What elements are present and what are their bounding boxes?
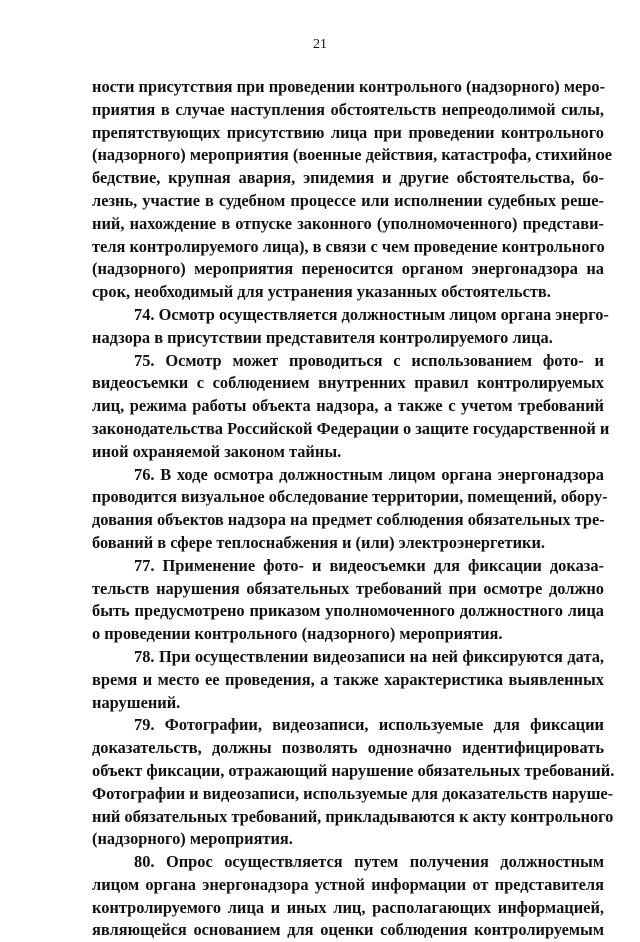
text-line: 75. Осмотр может проводиться с использованием фото- и [134,350,604,370]
text-line: 80. Опрос осуществляется путем получения должностным [134,852,604,872]
text-line: лиц, режима работы объекта надзора, а также с учетом требований [92,396,604,416]
text-line: время и место ее проведения, а также характеристика выявленных [92,669,604,689]
text-line: (надзорного) мероприятия. [92,829,293,849]
text-line: 74. Осмотр осуществляется должностным лицом органа энерго- [134,304,609,324]
text-line: срок, необходимый для устранения указанных обстоятельств. [92,282,551,302]
text-line: 78. При осуществлении видеозаписи на ней фиксируются дата, [134,646,604,666]
text-line: законодательства Российской Федерации о защите государственной и [92,418,610,438]
text-line: тельств нарушения обязательных требований при осмотре должно [92,578,604,598]
text-line: бований в сфере теплоснабжения и (или) электроэнергетики. [92,532,546,552]
text-line: 79. Фотографии, видеозаписи, используемые для фиксации [134,715,604,735]
text-line: быть предусмотрено приказом уполномоченного должностного лица [92,601,604,621]
text-line: бедствие, крупная авария, эпидемия и другие обстоятельства, бо- [92,168,604,188]
text-line: приятия в случае наступления обстоятельств непреодолимой силы, [92,99,604,119]
document-body [92,76,615,942]
text-line: (надзорного) мероприятия переносится органом энергонадзора на [92,259,604,279]
text-line: иной охраняемой законом тайны. [92,441,342,461]
text-line: нарушений. [92,692,181,712]
page-number: 21 [313,37,327,52]
text-line: 77. Применение фото- и видеосъемки для фиксации доказа- [134,555,604,575]
text-line: (надзорного) мероприятия (военные действия, катастрофа, стихийное [92,145,613,165]
text-line: ности присутствия при проведении контрольного (надзорного) меро- [92,77,606,96]
text-line: лезнь, участие в судебном процессе или исполнении судебных реше- [92,190,604,210]
text-line: ний, нахождение в отпуске законного (уполномоченного) представи- [92,213,604,233]
text-line: 76. В ходе осмотра должностным лицом органа энергонадзора [134,464,604,484]
text-line: теля контролируемого лица), в связи с чем проведение контрольного [92,236,605,256]
text-line: дования объектов надзора на предмет соблюдения обязательных тре- [92,510,605,530]
text-line: лицом органа энергонадзора устной информации от представителя [92,874,604,894]
text-line: надзора в присутствии представителя контролируемого лица. [92,327,553,347]
text-line: являющейся основанием для оценки соблюдения контролируемым [92,920,604,940]
text-line: Фотографии и видеозаписи, используемые для доказательств наруше- [92,783,614,803]
text-line: о проведении контрольного (надзорного) мероприятия. [92,624,503,644]
text-line: доказательств, должны позволять однозначно идентифицировать [92,738,604,758]
text-line: объект фиксации, отражающий нарушение обязательных требований. [92,760,615,780]
text-line: проводится визуальное обследование территории, помещений, обору- [92,487,608,507]
text-line: ний обязательных требований, прикладываются к акту контрольного [92,806,614,826]
text-line: контролируемого лица и иных лиц, располагающих информацией, [92,897,604,917]
text-line: препятствующих присутствию лица при проведении контрольного [92,122,604,142]
text-line: видеосъемки с соблюдением внутренних правил контролируемых [92,373,604,393]
